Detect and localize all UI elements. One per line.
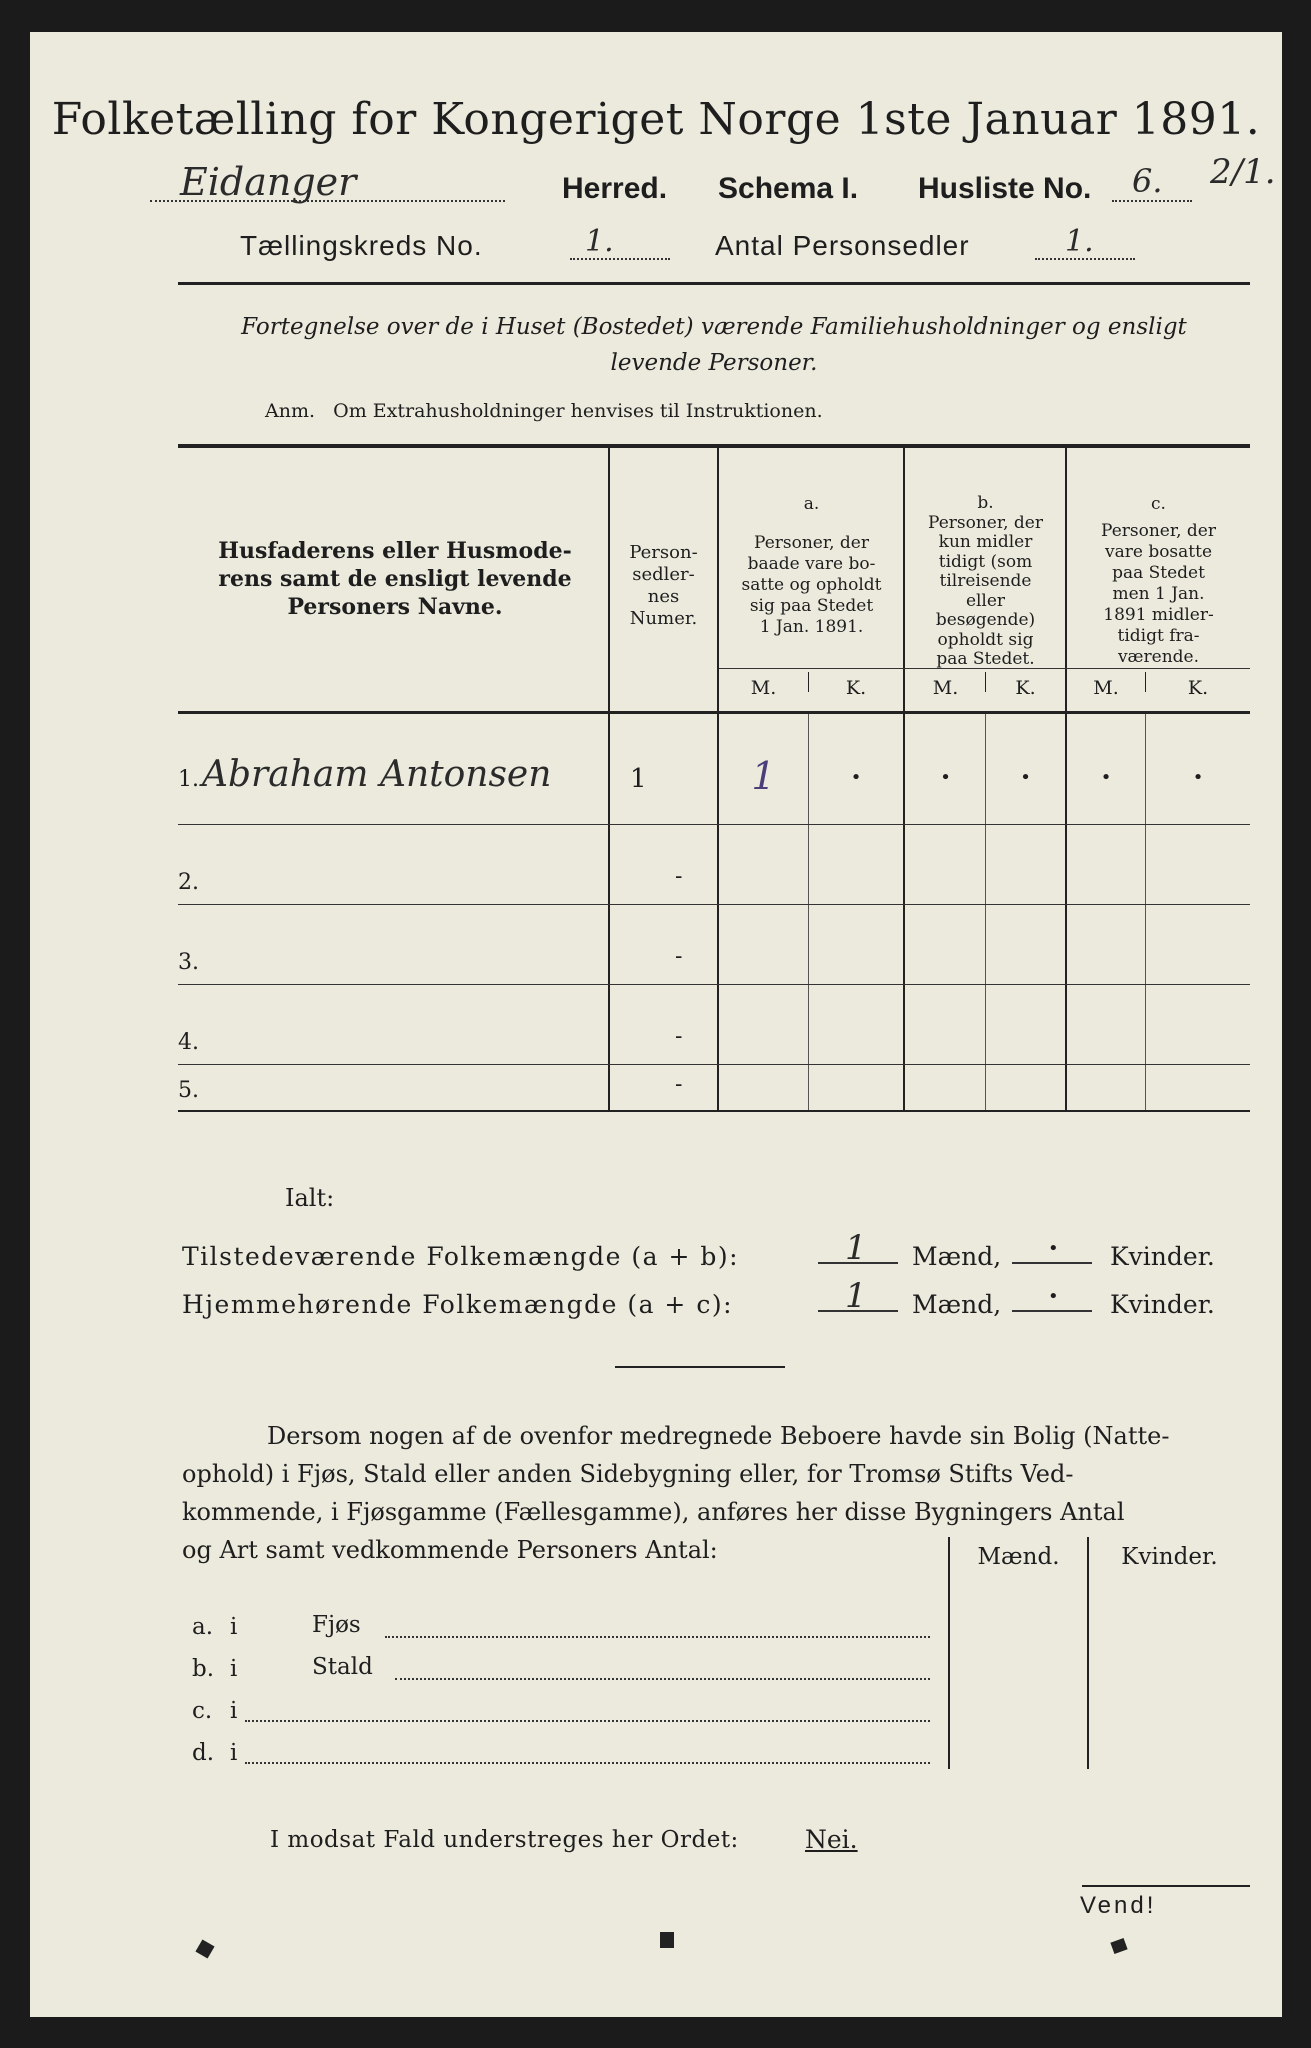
col-c-header xyxy=(1067,494,1250,668)
col-b-line: tidigt (som xyxy=(938,551,1033,572)
row-number: 4. xyxy=(178,1030,199,1055)
person-number: 1 xyxy=(630,764,647,794)
herred-label: Herred. xyxy=(562,172,668,205)
col-b-line: tilreisende xyxy=(939,571,1032,591)
col-b-k: K. xyxy=(1015,677,1036,699)
cell-a-m: 1 xyxy=(751,754,776,798)
col-b-m: M. xyxy=(932,677,959,699)
col-c-line: men 1 Jan. xyxy=(1112,584,1205,604)
bldg-maend-header: Mænd. xyxy=(977,1544,1060,1570)
tilstede-kvinder-word: Kvinder. xyxy=(1110,1242,1215,1271)
bldg-dots xyxy=(245,1762,930,1764)
row-number: 1. xyxy=(178,767,199,792)
punch-mark xyxy=(660,1932,674,1948)
table-bottom-rule xyxy=(178,1110,1250,1112)
person-name: Abraham Antonsen xyxy=(202,754,552,795)
row-number: 2. xyxy=(178,870,199,895)
col-a-k: K. xyxy=(845,677,867,699)
cell-c-m: • xyxy=(1100,767,1112,788)
col-b-line: eller xyxy=(965,590,1006,611)
cell-a-k: • xyxy=(850,767,862,788)
col-a-line: baade vare bo- xyxy=(747,554,876,574)
vend-rule xyxy=(1082,1885,1250,1887)
col-b-line: opholdt sig xyxy=(937,629,1034,650)
antal-value: 1. xyxy=(1065,224,1094,259)
person-number: - xyxy=(675,944,683,969)
ialt-label: Ialt: xyxy=(285,1184,335,1212)
tilstede-kvinder: • xyxy=(1048,1238,1059,1259)
col-c-m: M. xyxy=(1093,677,1119,699)
punch-mark xyxy=(1110,1938,1127,1954)
row-number: 5. xyxy=(178,1078,199,1103)
section-divider xyxy=(615,1366,785,1368)
col-b-letter: b. xyxy=(977,493,994,513)
bldg-i: i xyxy=(230,1698,238,1724)
hjemme-kvinder-line xyxy=(1012,1310,1092,1312)
bldg-col-divider-1 xyxy=(948,1537,950,1769)
census-form-sheet xyxy=(30,32,1282,2017)
schema-label: Schema I. xyxy=(718,172,859,205)
col-a-letter: a. xyxy=(803,494,820,514)
col-c-letter: c. xyxy=(1151,494,1166,514)
bldg-letter: a. xyxy=(192,1614,214,1640)
col-c-line: paa Stedet xyxy=(1112,563,1205,583)
col-a-m: M. xyxy=(750,677,777,699)
row-rule xyxy=(178,1064,1250,1065)
col-b-header xyxy=(906,494,1065,670)
col-c-line: tidigt fra- xyxy=(1117,626,1200,646)
col-num-line: sedler- xyxy=(632,564,695,585)
vend-label: Vend! xyxy=(1080,1892,1157,1919)
husliste-fill-line xyxy=(1112,200,1192,202)
bldg-label: Fjøs xyxy=(312,1612,361,1638)
para-line: kommende, i Fjøsgamme (Fællesgamme), anføres her disse Bygningers Antal xyxy=(182,1498,1125,1526)
form-title: Folketælling for Kongeriget Norge 1ste Januar 1891. xyxy=(51,94,1261,145)
tilstede-label: Tilstedeværende Folkemængde (a + b): xyxy=(182,1242,740,1271)
para-line: ophold) i Fjøs, Stald eller anden Sidebygning eller, for Tromsø Stifts Ved- xyxy=(182,1460,1074,1488)
para-line: Dersom nogen af de ovenfor medregnede Beboere havde sin Bolig (Natte- xyxy=(267,1422,1170,1450)
col-b-line: Personer, der xyxy=(928,512,1043,533)
col-name-header xyxy=(190,537,600,621)
cell-b-m: • xyxy=(940,767,951,788)
punch-mark xyxy=(195,1939,214,1958)
hjemme-kvinder: • xyxy=(1048,1286,1059,1307)
col-num-header xyxy=(610,542,717,630)
col-num-line: nes xyxy=(647,586,680,607)
kreds-label: Tællingskreds No. xyxy=(240,230,483,261)
nei-word: Nei. xyxy=(805,1825,858,1854)
modsat-text: I modsat Fald understreges her Ordet: xyxy=(270,1827,739,1853)
antal-label: Antal Personsedler xyxy=(715,230,970,261)
husliste-suffix: 2/1. xyxy=(1210,152,1276,192)
herred-value: Eidanger xyxy=(180,160,357,204)
para-line: og Art samt vedkommende Personers Antal: xyxy=(182,1536,718,1564)
hjemme-kvinder-word: Kvinder. xyxy=(1110,1290,1215,1319)
col-name-line: Personers Navne. xyxy=(287,594,503,620)
tilstede-kvinder-line xyxy=(1012,1262,1092,1264)
col-num-line: Person- xyxy=(629,542,698,563)
intro-line-1: Fortegnelse over de i Huset (Bostedet) værende Familiehusholdninger og ensligt xyxy=(241,314,1187,340)
tilstede-maend: 1 xyxy=(845,1228,867,1268)
row-rule xyxy=(178,904,1250,905)
person-number: - xyxy=(675,1024,683,1049)
col-a-line: satte og opholdt xyxy=(741,575,882,595)
col-c-line: værende. xyxy=(1117,647,1200,667)
col-c-line: Personer, der xyxy=(1101,521,1216,541)
row-number: 3. xyxy=(178,950,199,975)
col-c-k: K. xyxy=(1187,677,1209,699)
hjemme-maend: 1 xyxy=(845,1276,867,1316)
cell-b-k: • xyxy=(1020,767,1031,788)
table-header-rule xyxy=(178,711,1250,714)
bldg-i: i xyxy=(230,1740,238,1766)
col-a-line: sig paa Stedet xyxy=(749,596,874,616)
bldg-i: i xyxy=(230,1614,238,1640)
header-rule xyxy=(178,282,1250,285)
col-a-line: Personer, der xyxy=(754,533,869,553)
kreds-value: 1. xyxy=(585,224,614,259)
col-a-line: 1 Jan. 1891. xyxy=(759,617,864,637)
husliste-label: Husliste No. xyxy=(918,172,1092,205)
bldg-i: i xyxy=(230,1656,238,1682)
bldg-letter: d. xyxy=(192,1740,215,1766)
bldg-dots xyxy=(395,1678,930,1680)
row-rule xyxy=(178,824,1250,825)
anm-note: Anm. Om Extrahusholdninger henvises til Instruktionen. xyxy=(265,400,823,422)
col-name-line: rens samt de ensligt levende xyxy=(218,566,572,592)
hjemme-label: Hjemmehørende Folkemængde (a + c): xyxy=(182,1290,733,1319)
bldg-col-divider-2 xyxy=(1087,1537,1089,1769)
col-a-header xyxy=(720,494,903,638)
cell-c-k: • xyxy=(1192,767,1204,788)
person-number: - xyxy=(675,864,683,889)
col-b-line: paa Stedet. xyxy=(936,649,1035,669)
bldg-kvinder-header: Kvinder. xyxy=(1121,1544,1218,1570)
row-rule xyxy=(178,984,1250,985)
bldg-letter: b. xyxy=(192,1656,215,1682)
col-c-line: 1891 midler- xyxy=(1103,605,1214,625)
intro-line-2: levende Personer. xyxy=(610,350,818,376)
col-divider-a xyxy=(903,446,905,1112)
husliste-value: 6. xyxy=(1132,162,1163,200)
tilstede-maend-word: Mænd, xyxy=(912,1242,1002,1271)
col-b-line: kun midler xyxy=(938,532,1033,552)
hjemme-maend-word: Mænd, xyxy=(912,1290,1002,1319)
col-name-line: Husfaderens eller Husmode- xyxy=(218,538,572,564)
person-number: - xyxy=(675,1072,683,1097)
bldg-letter: c. xyxy=(192,1698,213,1724)
bldg-label: Stald xyxy=(312,1654,373,1680)
col-c-line: vare bosatte xyxy=(1104,542,1213,562)
col-b-line: besøgende) xyxy=(935,610,1036,630)
col-num-line: Numer. xyxy=(629,608,698,629)
bldg-dots xyxy=(245,1720,930,1722)
table-top-rule xyxy=(178,444,1250,448)
bldg-dots xyxy=(385,1636,930,1638)
